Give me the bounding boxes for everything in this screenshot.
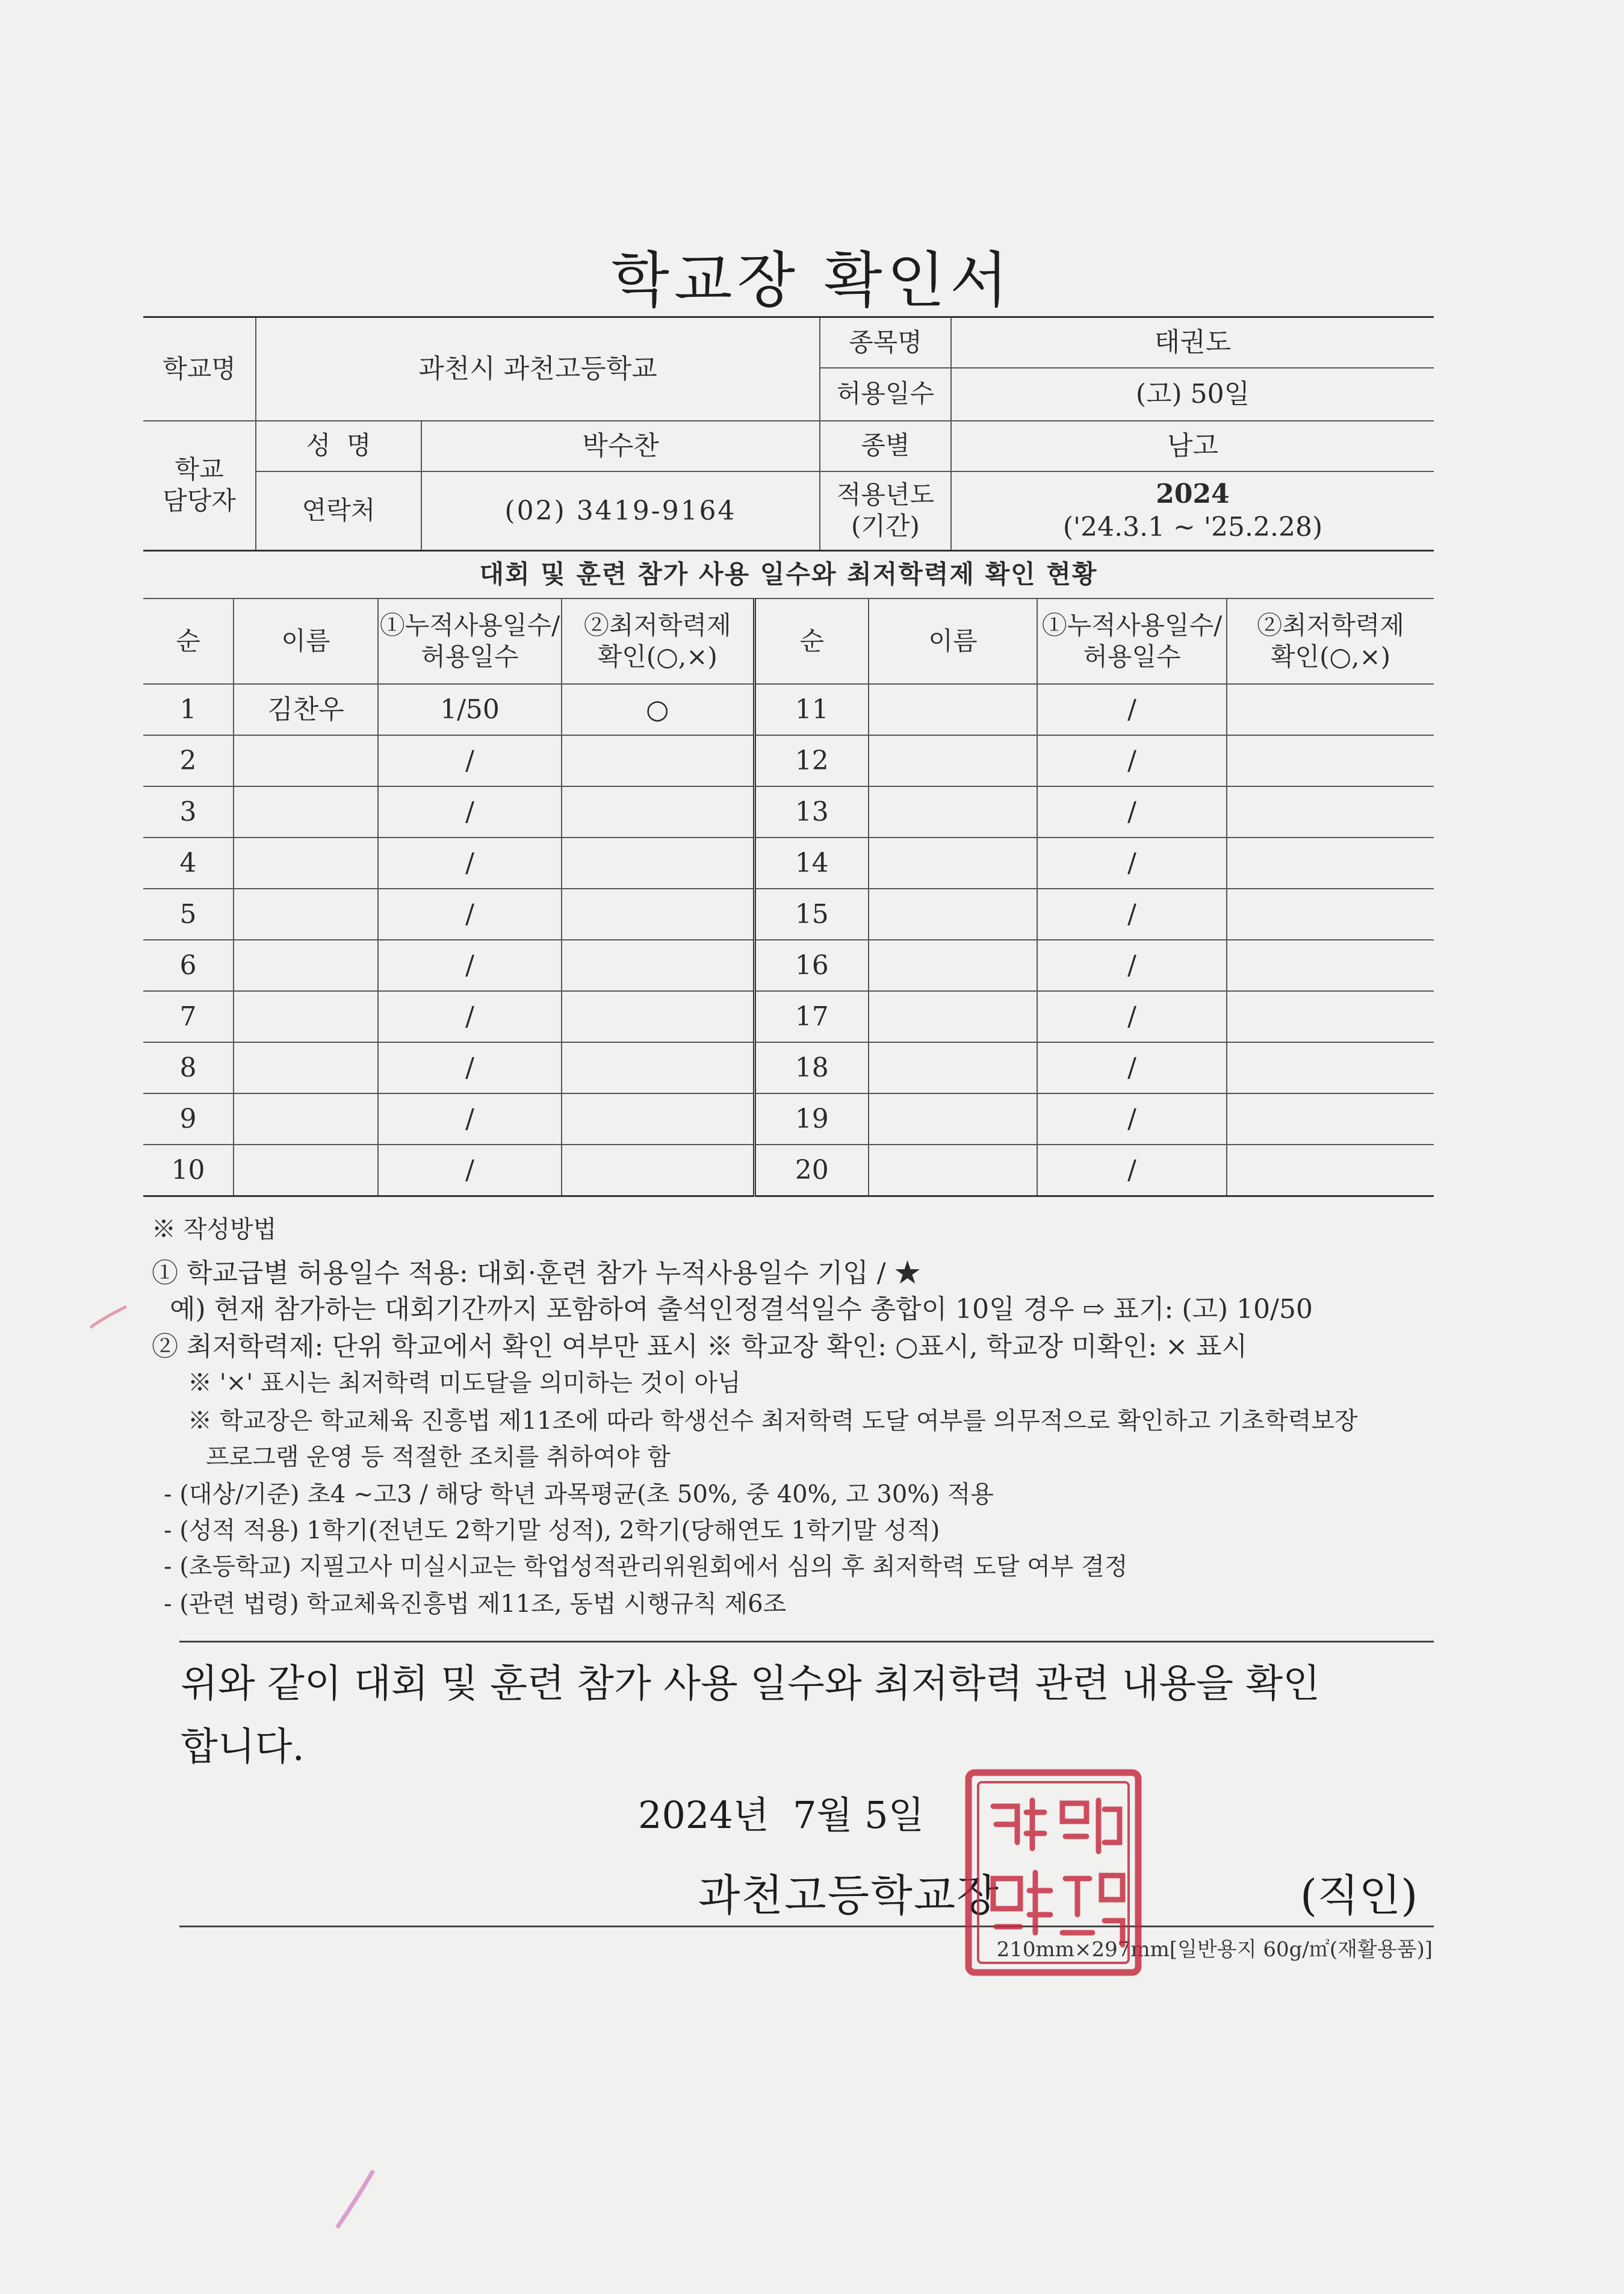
row-name-right xyxy=(869,1093,1037,1145)
row-number-left: 10 xyxy=(143,1145,234,1196)
header-check-line1: ②최저학력제 xyxy=(583,610,731,640)
manager-name-value: 박수찬 xyxy=(421,421,820,471)
confirmation-line1: 위와 같이 대회 및 훈련 참가 사용 일수와 최저학력 관련 내용을 확인 xyxy=(181,1662,1321,1706)
row-days-right: / xyxy=(1037,786,1227,838)
row-check-right xyxy=(1227,1042,1434,1093)
row-name-right xyxy=(869,735,1037,786)
instruction-line: 프로그램 운영 등 적절한 조치를 취하여야 함 xyxy=(206,1443,671,1471)
instruction-line: - (성적 적용) 1학기(전년도 2학기말 성적), 2학기(당해연도 1학기말 성적) xyxy=(164,1517,940,1544)
row-number-left: 1 xyxy=(143,684,234,735)
instruction-line: ② 최저학력제: 단위 학교에서 확인 여부만 표시 ※ 학교장 확인: ○표시, 학교장 미확인: × 표시 xyxy=(152,1331,1248,1362)
row-days-right: / xyxy=(1037,735,1227,786)
row-number-right: 12 xyxy=(754,735,869,786)
year-label-line1: 적용년도 xyxy=(836,479,935,509)
row-number-left: 4 xyxy=(143,838,234,889)
row-number-right: 13 xyxy=(754,786,869,838)
confirmation-text xyxy=(181,1653,1320,1779)
header-name-right: 이름 xyxy=(869,598,1037,684)
instruction-line: - (관련 법령) 학교체육진흥법 제11조, 동법 시행규칙 제6조 xyxy=(164,1590,787,1618)
table-row xyxy=(143,991,1434,1042)
official-seal xyxy=(960,1764,1147,1981)
header-days-left xyxy=(378,598,562,684)
row-days-left: / xyxy=(378,940,562,991)
row-name-left xyxy=(234,1093,378,1145)
contact-value: (02) 3419-9164 xyxy=(421,471,820,551)
year-label-line2: (기간) xyxy=(851,511,920,541)
row-name-left xyxy=(234,991,378,1042)
header-check-right xyxy=(1227,598,1434,684)
row-days-right: / xyxy=(1037,1145,1227,1196)
row-check-right xyxy=(1227,889,1434,940)
row-check-left xyxy=(562,838,754,889)
row-check-left xyxy=(562,889,754,940)
row-name-right xyxy=(869,940,1037,991)
contact-label: 연락처 xyxy=(256,471,421,551)
row-name-right xyxy=(869,838,1037,889)
table-row xyxy=(143,735,1434,786)
row-number-left: 2 xyxy=(143,735,234,786)
top-rule xyxy=(179,1641,1434,1643)
row-check-right xyxy=(1227,838,1434,889)
header-no-left: 순 xyxy=(143,598,234,684)
row-days-left: / xyxy=(378,889,562,940)
info-table xyxy=(143,316,1434,552)
school-name-value: 과천시 과천고등학교 xyxy=(256,317,820,421)
manager-label xyxy=(143,421,256,551)
row-check-right xyxy=(1227,1145,1434,1196)
row-number-right: 16 xyxy=(754,940,869,991)
row-number-left: 3 xyxy=(143,786,234,838)
row-check-left xyxy=(562,1093,754,1145)
row-number-right: 19 xyxy=(754,1093,869,1145)
row-check-left xyxy=(562,940,754,991)
instruction-line: ※ 작성방법 xyxy=(152,1216,277,1243)
allowed-days-label: 허용일수 xyxy=(820,368,951,421)
row-check-right xyxy=(1227,684,1434,735)
status-rows xyxy=(143,684,1434,1196)
row-name-left xyxy=(234,786,378,838)
status-table xyxy=(143,551,1434,1197)
header-days-line2: 허용일수 xyxy=(1083,642,1181,671)
row-number-right: 18 xyxy=(754,1042,869,1093)
ink-smudge xyxy=(84,1301,132,1337)
row-check-right xyxy=(1227,1093,1434,1145)
manager-name-label: 성 명 xyxy=(256,421,421,471)
confirmation-line2: 합니다. xyxy=(181,1725,305,1770)
sport-value: 태권도 xyxy=(951,317,1434,368)
row-number-left: 6 xyxy=(143,940,234,991)
row-check-left xyxy=(562,991,754,1042)
section-title: 대회 및 훈련 참가 사용 일수와 최저학력제 확인 현황 xyxy=(143,551,1434,598)
row-name-right xyxy=(869,684,1037,735)
header-days-line2: 허용일수 xyxy=(421,642,519,671)
row-number-left: 8 xyxy=(143,1042,234,1093)
row-days-right: / xyxy=(1037,940,1227,991)
row-days-left: / xyxy=(378,1042,562,1093)
row-days-left: 1/50 xyxy=(378,684,562,735)
row-name-left xyxy=(234,1145,378,1196)
table-row xyxy=(143,838,1434,889)
ink-smudge xyxy=(325,2162,385,2234)
header-days-line1: ①누적사용일수/ xyxy=(379,610,560,640)
row-name-left xyxy=(234,735,378,786)
row-name-right xyxy=(869,991,1037,1042)
year-value xyxy=(951,471,1434,551)
document-title: 학교장 확인서 xyxy=(611,245,1013,316)
row-check-left xyxy=(562,1042,754,1093)
instruction-line: 예) 현재 참가하는 대회기간까지 포함하여 출석인정결석일수 총합이 10일 경우 ⇨ 표기: (고) 10/50 xyxy=(170,1294,1313,1325)
sport-label: 종목명 xyxy=(820,317,951,368)
row-number-right: 15 xyxy=(754,889,869,940)
row-name-right xyxy=(869,1042,1037,1093)
header-check-line2: 확인(○,×) xyxy=(597,642,717,671)
issue-date: 2024년 7월 5일 xyxy=(638,1793,925,1837)
row-days-left: / xyxy=(378,1093,562,1145)
row-name-left xyxy=(234,1042,378,1093)
row-name-left: 김찬우 xyxy=(234,684,378,735)
instruction-line: - (대상/기준) 초4 ~고3 / 해당 학년 과목평균(초 50%, 중 40%, 고 30%) 적용 xyxy=(164,1481,994,1508)
row-number-left: 7 xyxy=(143,991,234,1042)
row-name-left xyxy=(234,838,378,889)
row-name-right xyxy=(869,786,1037,838)
row-days-left: / xyxy=(378,991,562,1042)
row-number-right: 11 xyxy=(754,684,869,735)
year-label xyxy=(820,471,951,551)
table-row xyxy=(143,1145,1434,1196)
row-check-right xyxy=(1227,940,1434,991)
school-principal-name: 과천고등학교장 xyxy=(698,1870,1000,1921)
table-row xyxy=(143,1093,1434,1145)
year-text: 2024 xyxy=(1156,479,1230,510)
allowed-days-value: (고) 50일 xyxy=(951,368,1434,421)
header-days-right xyxy=(1037,598,1227,684)
period-text: ('24.3.1 ~ '25.2.28) xyxy=(1062,512,1323,543)
header-days-line1: ①누적사용일수/ xyxy=(1041,610,1223,640)
row-days-left: / xyxy=(378,786,562,838)
manager-label-line1: 학교 xyxy=(175,454,224,484)
row-number-left: 9 xyxy=(143,1093,234,1145)
table-row xyxy=(143,684,1434,735)
header-check-line1: ②최저학력제 xyxy=(1257,610,1404,640)
instruction-line: ※ 학교장은 학교체육 진흥법 제11조에 따라 학생선수 최저학력 도달 여부를 의무적으로 확인하고 기초학력보장 xyxy=(188,1407,1358,1435)
row-number-right: 17 xyxy=(754,991,869,1042)
row-check-left: ○ xyxy=(562,684,754,735)
paper-spec: 210mm×297mm[일반용지 60g/㎡(재활용품)] xyxy=(996,1938,1433,1962)
gender-label: 종별 xyxy=(820,421,951,471)
row-days-right: / xyxy=(1037,889,1227,940)
row-days-right: / xyxy=(1037,1042,1227,1093)
instruction-line: - (초등학교) 지필고사 미실시교는 학업성적관리위원회에서 심의 후 최저학력 도달 여부 결정 xyxy=(164,1553,1128,1581)
row-check-left xyxy=(562,786,754,838)
school-name-label: 학교명 xyxy=(143,317,256,421)
row-days-right: / xyxy=(1037,838,1227,889)
row-number-right: 20 xyxy=(754,1145,869,1196)
table-row xyxy=(143,889,1434,940)
row-name-right xyxy=(869,1145,1037,1196)
header-name-left: 이름 xyxy=(234,598,378,684)
row-check-right xyxy=(1227,991,1434,1042)
table-row xyxy=(143,786,1434,838)
header-no-right: 순 xyxy=(754,598,869,684)
bottom-rule xyxy=(179,1926,1434,1927)
row-name-right xyxy=(869,889,1037,940)
row-name-left xyxy=(234,889,378,940)
row-days-left: / xyxy=(378,735,562,786)
row-check-left xyxy=(562,735,754,786)
row-days-right: / xyxy=(1037,684,1227,735)
table-row xyxy=(143,1042,1434,1093)
row-days-left: / xyxy=(378,1145,562,1196)
instruction-line: ① 학교급별 허용일수 적용: 대회·훈련 참가 누적사용일수 기입 / ★ xyxy=(152,1258,921,1288)
manager-label-line2: 담당자 xyxy=(163,486,236,516)
row-days-right: / xyxy=(1037,991,1227,1042)
table-row xyxy=(143,940,1434,991)
row-days-left: / xyxy=(378,838,562,889)
seal-label: (직인) xyxy=(1300,1870,1418,1921)
header-check-left xyxy=(562,598,754,684)
header-check-line2: 확인(○,×) xyxy=(1270,642,1391,671)
row-days-right: / xyxy=(1037,1093,1227,1145)
row-check-right xyxy=(1227,735,1434,786)
row-number-right: 14 xyxy=(754,838,869,889)
row-number-left: 5 xyxy=(143,889,234,940)
row-check-left xyxy=(562,1145,754,1196)
instruction-line: ※ '×' 표시는 최저학력 미도달을 의미하는 것이 아님 xyxy=(188,1369,741,1397)
row-check-right xyxy=(1227,786,1434,838)
gender-value: 남고 xyxy=(951,421,1434,471)
row-name-left xyxy=(234,940,378,991)
